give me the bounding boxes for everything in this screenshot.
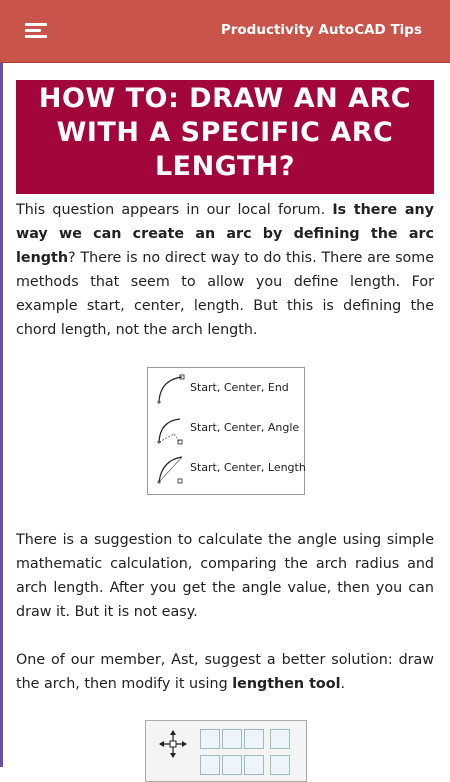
arc-option-label: Start, Center, Angle xyxy=(190,421,300,434)
solution-text-end: . xyxy=(340,676,346,692)
arc-start-center-length-icon xyxy=(154,452,188,486)
scale-icon[interactable] xyxy=(244,755,264,775)
paragraph-suggestion: There is a suggestion to calculate the angle using simple mathematic calculation, comparing the arch radius and arch length. After you get the angle value, then you can draw it. But it is not easy. xyxy=(16,532,434,620)
hamburger-menu-icon[interactable] xyxy=(25,23,47,39)
site-title-link[interactable]: Productivity AutoCAD Tips xyxy=(220,22,422,38)
top-app-bar xyxy=(0,0,450,63)
arc-start-center-end-icon xyxy=(154,372,188,406)
solution-text: One of our member, Ast, suggest a better solution: draw the arch, then modify it using xyxy=(16,652,434,692)
array-icon[interactable] xyxy=(270,729,290,749)
copy-icon[interactable] xyxy=(200,729,220,749)
intro-text-continued: ? There is no direct way to do this. There are some methods that seem to allow you define length. For example start, center, length. But this is defining the chord length, not the arch length. xyxy=(16,250,434,338)
arc-option-label: Start, Center, Length xyxy=(190,461,306,474)
mirror-icon[interactable] xyxy=(200,755,220,775)
intro-text: This question appears in our local forum. xyxy=(16,202,333,218)
arc-options-screenshot xyxy=(147,367,305,495)
move-icon xyxy=(158,729,188,759)
paragraph-solution xyxy=(16,648,434,696)
modify-toolbar-screenshot xyxy=(145,720,307,782)
stretch-icon[interactable] xyxy=(222,755,242,775)
page-left-border xyxy=(0,0,3,767)
intro-bold-question: Is there any way we can create an arc by defining the arc length xyxy=(16,202,435,266)
rotate-icon[interactable] xyxy=(222,729,242,749)
lengthen-tool-bold: lengthen tool xyxy=(232,676,341,692)
arc-option-label: Start, Center, End xyxy=(190,381,289,394)
arc-start-center-angle-icon xyxy=(154,412,188,446)
arc-option-row xyxy=(154,452,306,486)
article-content xyxy=(16,80,435,692)
paragraph-intro xyxy=(16,198,434,342)
trim-icon[interactable] xyxy=(244,729,264,749)
fillet-icon[interactable] xyxy=(270,755,290,775)
arc-option-row xyxy=(154,412,302,446)
arc-option-row xyxy=(154,372,302,406)
article-title: HOW TO: DRAW AN ARC WITH A SPECIFIC ARC LENGTH? xyxy=(16,80,434,194)
